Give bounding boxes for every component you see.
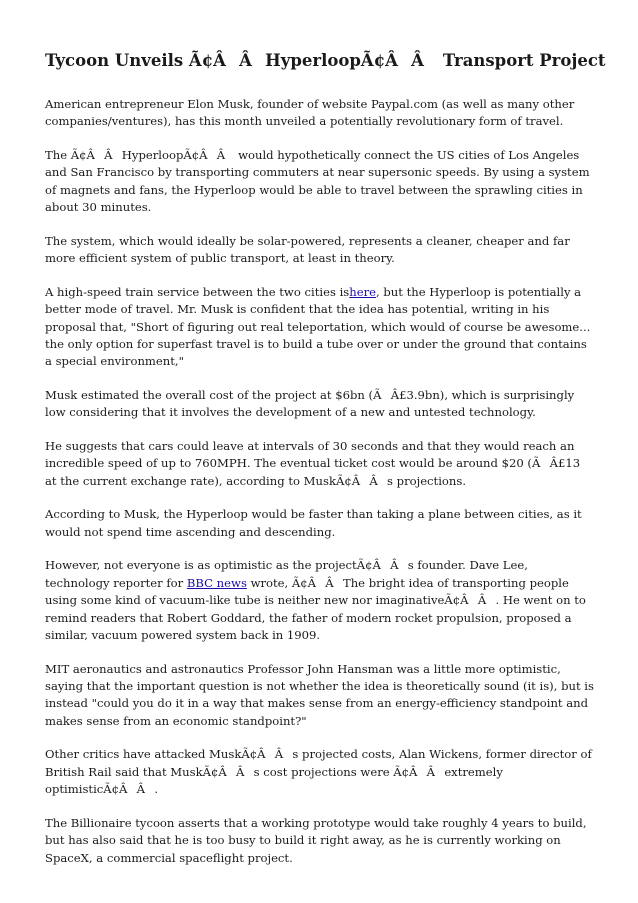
paragraph-critics: Other critics have attacked MuskÃ¢ÂÂs projected costs, Alan Wickens, former director of British Rail said that MuskÃ¢ÂÂs cost projections were Ã¢ÂÂextremely optimisticÃ¢ÂÂ.	[45, 747, 592, 797]
paragraph-speed: He suggests that cars could leave at intervals of 30 seconds and that they would reach an incredible speed of up to 760MPH. The eventual ticket cost would be around $20 (ÃÂ£13 at the current exchange rate), according to MuskÃ¢ÂÂs projections.	[45, 439, 581, 488]
paragraph-text: A high-speed train service between the two cities is	[45, 284, 350, 299]
paragraph-cost-estimate: Musk estimated the overall cost of the project at $6bn (ÃÂ£3.9bn), which is surprisingly low considering that it involves the development of a new and untested technology.	[45, 388, 575, 420]
paragraph-hyperloop-description: The Ã¢ÂÂHyperloopÃ¢ÂÂ would hypothetically connect the US cities of Los Angeles and San Francisco by transporting commuters at near supersonic speeds. By using a system of magnets and fans, the Hyperloop would be able to travel between the sprawling cities in about 30 minutes.	[45, 148, 590, 215]
paragraph-faster-than-plane: According to Musk, the Hyperloop would be faster than taking a plane between cities, as it would not spend time ascending and descending.	[45, 507, 582, 539]
article-title: Tycoon Unveils Ã¢ÂÂHyperloopÃ¢ÂÂ Transport Project	[45, 51, 606, 70]
bbc-news-link[interactable]: BBC news	[186, 575, 247, 590]
paragraph-intro: American entrepreneur Elon Musk, founder of website Paypal.com (as well as many other companies/ventures), has this month unveiled a potentially revolutionary form of travel.	[45, 97, 575, 129]
document-page	[45, 50, 606, 883]
paragraph-mit-professor: MIT aeronautics and astronautics Professor John Hansman was a little more optimistic, saying that the important question is not whether the idea is theoretically sound (it is), but is instead "could you do it in a way that makes sense from an energy-efficiency standpoint and makes sense from an economic standpoint?"	[45, 661, 594, 728]
paragraph-prototype: The Billionaire tycoon asserts that a working prototype would take roughly 4 years to build, but has also said that he is too busy to build it right away, as he is currently working on SpaceX, a commercial spaceflight project.	[45, 815, 587, 865]
paragraph-skeptics	[45, 557, 595, 644]
here-link[interactable]: here	[349, 284, 376, 299]
paragraph-solar-system: The system, which would ideally be solar-powered, represents a cleaner, cheaper and far more efficient system of public transport, at least in theory.	[45, 233, 570, 266]
paragraph-text: , but the Hyperloop is potentially a better mode of travel. Mr. Musk is confident that the idea has potential, writing in his proposal that, "Short of figuring out real teleportation, which would of course be awesome... the only option for superfast travel is to build a tube over or under the ground that contains a special environment,"	[45, 284, 591, 369]
paragraph-train-service	[45, 284, 595, 371]
paragraph-text: However, not everyone is as optimistic as the projectÃ¢ÂÂs founder. Dave Lee, technology reporter for	[45, 558, 528, 590]
paragraph-text: wrote, Ã¢ÂÂThe bright idea of transporting people using some kind of vacuum-like tube is neither new nor imaginativeÃ¢ÂÂ. He went on to remind readers that Robert Goddard, the father of modern rocket propulsion, proposed a similar, vacuum powered system back in 1909.	[45, 575, 586, 643]
